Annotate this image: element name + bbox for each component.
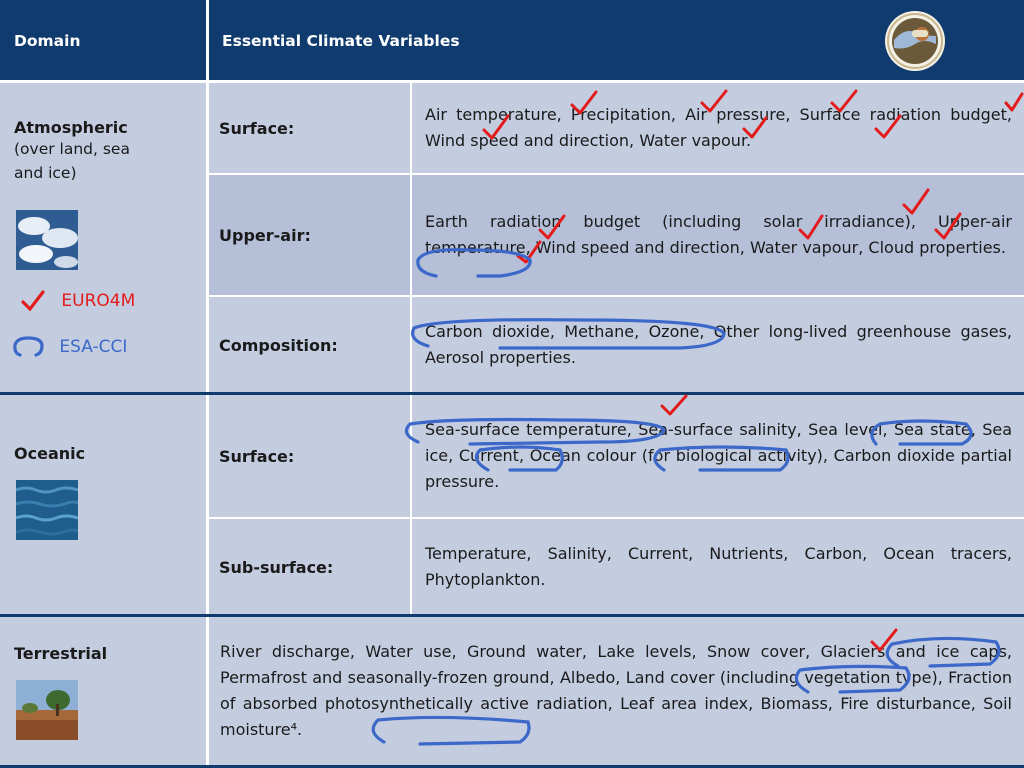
- ocn-subsurface-label: Sub-surface:: [219, 557, 334, 577]
- ocn-subsurface-values: Temperature, Salinity, Current, Nutrients, Carbon, Ocean tracers, Phytoplankton.: [425, 544, 1012, 589]
- domain-header-label: Domain: [14, 32, 81, 50]
- circle-mark-icon: [12, 335, 46, 359]
- variables-header-label: Essential Climate Variables: [222, 32, 460, 50]
- legend-esacci: [12, 335, 127, 359]
- ocean-photo: [16, 480, 78, 540]
- terrestrial-values: River discharge, Water use, Ground water, Lake levels, Snow cover, Glaciers and ice caps, Permafrost and seasonally-frozen ground, Albedo, Land cover (including vegetation type), Fraction of absorbed photosynthetically active radiation, Leaf area index, Biomass, Fire disturbance, Soil moisture⁴.: [220, 642, 1012, 739]
- atm-upperair-label: Upper-air:: [219, 225, 311, 245]
- atm-composition-label: Composition:: [219, 335, 338, 355]
- atm-composition-values: Carbon dioxide, Methane, Ozone, Other long-lived greenhouse gases, Aerosol properties.: [425, 322, 1012, 367]
- gcos-logo-icon: [884, 10, 946, 72]
- ocn-surface-values: Sea-surface temperature, Sea-surface salinity, Sea level, Sea state, Sea ice, Current, Ocean colour (for biological activity), Carbon dioxide partial pressure.: [425, 420, 1012, 491]
- atmospheric-title: Atmospheric: [14, 118, 128, 137]
- legend-esacci-label: ESA-CCI: [59, 337, 128, 357]
- legend-euro4m: [20, 289, 135, 313]
- atmospheric-subtitle: (over land, sea and ice): [14, 140, 130, 182]
- domain-column-header: [0, 0, 208, 82]
- ocn-surface-label: Surface:: [219, 446, 295, 466]
- landscape-photo: [16, 680, 78, 740]
- atmospheric-domain-block: [14, 118, 199, 185]
- oceanic-title: Oceanic: [14, 444, 86, 463]
- atm-surface-values: Air temperature, Precipitation, Air pressure, Surface radiation budget, Wind speed and direction, Water vapour.: [425, 105, 1012, 150]
- atm-upperair-values: Earth radiation budget (including solar irradiance), Upper-air temperature, Wind speed and direction, Water vapour, Cloud properties.: [425, 212, 1012, 257]
- check-mark-icon: [20, 289, 46, 313]
- terrestrial-title: Terrestrial: [14, 644, 108, 663]
- clouds-photo: [16, 210, 78, 270]
- atm-surface-label: Surface:: [219, 118, 295, 138]
- legend-euro4m-label: EURO4M: [61, 291, 136, 311]
